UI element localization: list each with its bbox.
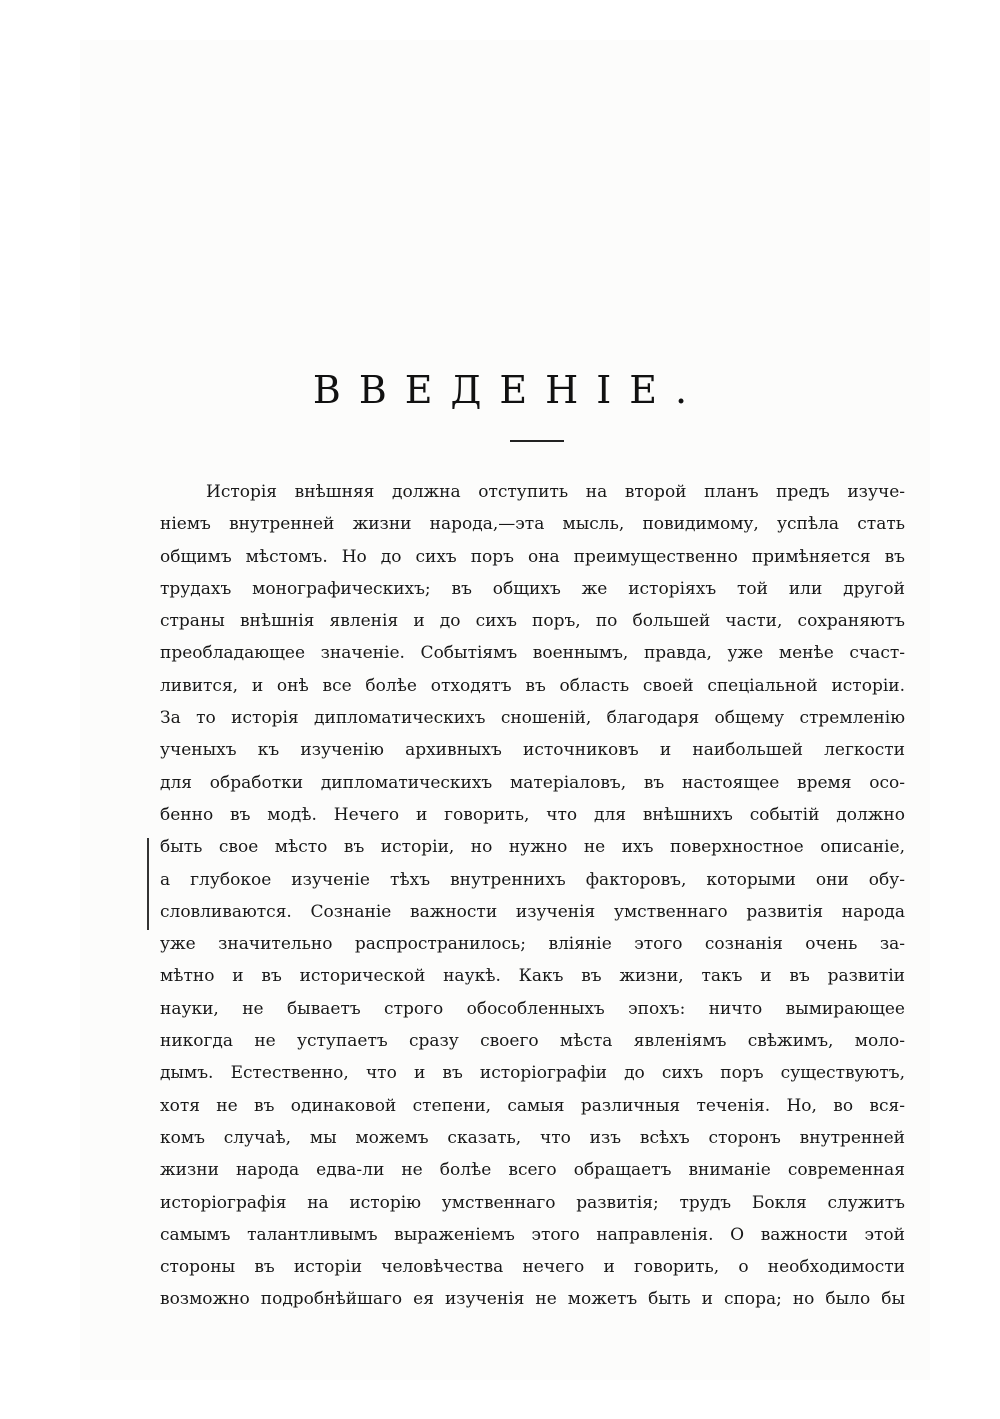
text-line: науки, не бываетъ строго обособленныхъ эпохъ: ничто вымирающее [160, 998, 905, 1019]
text-line: Исторія внѣшняя должна отступить на второй планъ предъ изуче- [206, 482, 905, 502]
body-paragraph [160, 476, 905, 1316]
text-line: хотя не въ одинаковой степени, самыя различныя теченія. Но, во вся- [160, 1095, 905, 1116]
text-line: стороны въ исторіи человѣчества нечего и говорить, о необходимости [160, 1257, 905, 1278]
text-line: ученыхъ къ изученію архивныхъ источниковъ и наибольшей легкости [160, 740, 905, 761]
text-line: преобладающее значеніе. Событіямъ военнымъ, правда, уже менѣе счаст- [160, 643, 905, 664]
title-rule [510, 440, 564, 442]
text-line: возможно подробнѣйшаго ея изученія не можетъ быть и спора; но было бы [160, 1289, 905, 1310]
text-line: трудахъ монографическихъ; въ общихъ же исторіяхъ той или другой [160, 578, 905, 599]
text-line: для обработки дипломатическихъ матеріаловъ, въ настоящее время осо- [160, 772, 905, 793]
text-line: самымъ талантливымъ выраженіемъ этого направленія. О важности этой [160, 1224, 905, 1245]
text-line: быть свое мѣсто въ исторіи, но нужно не ихъ поверхностное описаніе, [160, 837, 905, 858]
text-line: бенно въ модѣ. Нечего и говорить, что для внѣшнихъ событій должно [160, 804, 905, 825]
text-line: комъ случаѣ, мы можемъ сказать, что изъ всѣхъ сторонъ внутренней [160, 1127, 905, 1148]
text-line: общимъ мѣстомъ. Но до сихъ поръ она преимущественно примѣняется въ [160, 546, 905, 567]
text-line: дымъ. Естественно, что и въ исторіографіи до сихъ поръ существуютъ, [160, 1063, 905, 1084]
text-line: мѣтно и въ исторической наукѣ. Какъ въ жизни, такъ и въ развитіи [160, 966, 905, 987]
chapter-title: ВВЕДЕНІЕ. [312, 368, 706, 412]
text-line: никогда не уступаетъ сразу своего мѣста явленіямъ свѣжимъ, моло- [160, 1031, 905, 1052]
margin-pencil-mark [147, 838, 149, 930]
text-line: За то исторія дипломатическихъ сношеній, благодаря общему стремленію [160, 708, 905, 729]
text-line: ливится, и онѣ все болѣе отходятъ въ область своей спеціальной исторіи. [160, 675, 905, 696]
text-line: страны внѣшнія явленія и до сихъ поръ, по большей части, сохраняютъ [160, 611, 905, 632]
text-line: исторіографія на исторію умственнаго развитія; трудъ Бокля служитъ [160, 1192, 905, 1213]
text-line: уже значительно распространилось; вліяніе этого сознанія очень за- [160, 934, 905, 955]
text-line: словливаются. Сознаніе важности изученія умственнаго развитія народа [160, 901, 905, 922]
text-line: а глубокое изученіе тѣхъ внутреннихъ факторовъ, которыми они обу- [160, 869, 905, 890]
text-line: жизни народа едва-ли не болѣе всего обращаетъ вниманіе современная [160, 1160, 905, 1181]
text-line: ніемъ внутренней жизни народа,—эта мысль, повидимому, успѣла стать [160, 514, 905, 535]
